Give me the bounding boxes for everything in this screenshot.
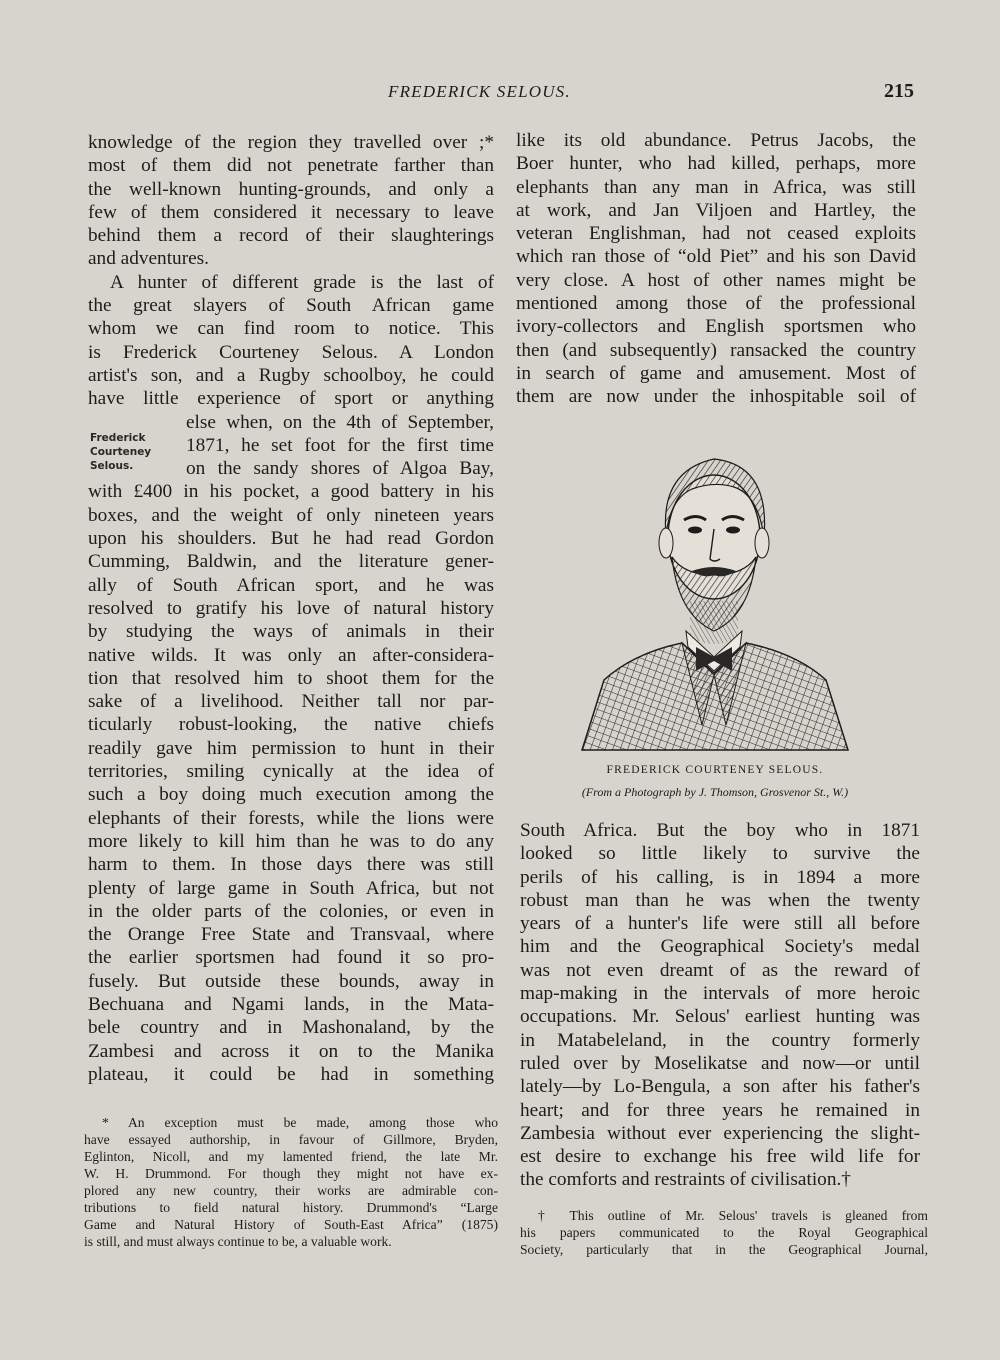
text-line: which ran those of “old Piet” and his son David [516,246,916,268]
text-line: such a boy doing much execution among the [88,784,494,806]
text-line: veteran Englishman, had not ceased exploits [516,223,916,245]
text-line: South Africa. But the boy who in 1871 [520,820,920,841]
text-line: A hunter of different grade is the last of [110,271,494,293]
footnote-line: Society, particularly that in the Geographical Journal, [520,1242,928,1257]
footnote-line: * An exception must be made, among those who [102,1115,498,1130]
text-line: est desire to exchange his free wild life for [520,1146,920,1168]
footnote-line: plored any new country, their works are admirable con- [84,1183,498,1198]
footnote-line: is still, and must always continue to be, a valuable work. [84,1234,392,1249]
footnote-line: his papers communicated to the Royal Geographical [520,1225,928,1240]
text-line: in search of game and amusement. Most of [516,362,916,384]
text-line: the earlier sportsmen had found it so pro- [88,947,494,969]
text-line: elephants than any man in Africa, was still [516,176,916,198]
right-footnote [520,1207,928,1258]
text-line: map-making in the intervals of more heroic [520,983,920,1005]
text-line: whom we can find room to notice. This [88,318,494,340]
text-line: heart; and for three years he remained in [520,1099,920,1121]
text-line: mentioned among those of the professional [516,293,916,315]
text-line: resolved to gratify his love of natural history [88,597,494,619]
text-line: bele country and in Mashonaland, by the [88,1017,494,1039]
footnote-line: Eglinton, Nicoll, and my lamented friend, the late Mr. [84,1149,498,1164]
text-line: the comforts and restraints of civilisation.† [520,1169,851,1191]
text-line: harm to them. In those days there was still [88,854,494,876]
text-line: Bechuana and Ngami lands, in the Mata- [88,993,494,1015]
portrait-engraving [574,425,854,755]
text-line: in the older parts of the colonies, or even in [88,900,494,922]
text-line: the well-known hunting-grounds, and only a [88,178,494,200]
running-head: FREDERICK SELOUS. [388,82,571,101]
text-line: is Frederick Courteney Selous. A London [88,341,494,363]
text-line: plenty of large game in South Africa, but not [88,877,494,899]
text-line: artist's son, and a Rugby schoolboy, he could [88,364,494,386]
text-line: few of them considered it necessary to leave [88,201,494,223]
text-line: looked so little likely to survive the [520,843,920,865]
text-line: elephants of their forests, while the lions were [88,807,494,829]
footnote-line: Game and Natural History of South-East Africa” (1875) [84,1217,498,1232]
text-line: plateau, it could be had in something [88,1063,494,1085]
sidenote-line: Courteney [90,446,152,458]
text-line: most of them did not penetrate farther than [88,155,494,177]
text-line: with £400 in his pocket, a good battery in his [88,481,494,503]
text-line: Boer hunter, who had killed, perhaps, more [516,153,916,175]
text-line: by studying the ways of animals in their [88,621,494,643]
text-line: and adventures. [88,248,209,270]
sidenote-line: Frederick [90,432,146,444]
text-line: lately—by Lo-Bengula, a son after his father's [520,1076,920,1098]
text-line: have little experience of sport or anything [88,388,494,410]
text-line: native wilds. It was only an after-considera- [88,644,494,666]
right-column-top [516,129,916,409]
text-line: behind them a record of their slaughterings [88,225,494,247]
text-line: sake of a livelihood. Neither tall nor par- [88,691,494,713]
right-column-bottom [520,819,920,1192]
text-line: the Orange Free State and Transvaal, where [88,924,494,946]
text-line: was not even dreamt of as the reward of [520,959,920,981]
illustration-credit: (From a Photograph by J. Thomson, Grosvenor St., W.) [581,785,849,799]
text-line: ally of South African sport, and he was [88,574,494,596]
text-line: knowledge of the region they travelled over ;* [88,132,494,153]
text-line: at work, and Jan Viljoen and Hartley, the [516,199,916,221]
text-line: in Matabeleland, in the country formerly [520,1029,920,1051]
text-line: territories, smiling cynically at the idea of [88,761,494,783]
text-line: occupations. Mr. Selous' earliest hunting was [520,1006,920,1028]
text-line: them are now under the inhospitable soil of [516,386,916,408]
text-line: years of a hunter's life were still all before [520,913,920,935]
text-line: Zambesia without ever experiencing the slight- [520,1122,920,1144]
text-line: Cumming, Baldwin, and the literature gener- [88,551,494,573]
text-line: him and the Geographical Society's medal [520,936,920,958]
text-line: like its old abundance. Petrus Jacobs, the [516,130,916,151]
text-line: else when, on the 4th of September, [186,411,494,433]
text-line: robust man than he was when the twenty [520,889,920,911]
left-column [88,131,494,1086]
footnote-line: have essayed authorship, in favour of Gillmore, Bryden, [84,1132,498,1147]
text-line: the great slayers of South African game [88,295,494,317]
text-line: fusely. But outside these bounds, away in [88,970,494,992]
text-line: on the sandy shores of Algoa Bay, [186,458,494,480]
text-line: ivory-collectors and English sportsmen who [516,316,916,338]
text-line: ruled over by Moselikatse and now—or until [520,1052,920,1074]
footnote-line: W. H. Drummond. For though they might not have ex- [84,1166,498,1181]
footnote-line: tributions to field natural history. Drummond's “Large [84,1200,498,1215]
sidenote-line: Selous. [90,460,134,472]
text-line: 1871, he set foot for the first time [186,434,494,456]
margin-sidenote [90,431,151,473]
text-line: Zambesi and across it on to the Manika [88,1040,494,1062]
page-number: 215 [884,80,914,102]
text-line: then (and subsequently) ransacked the country [516,339,916,361]
text-line: tion that resolved him to shoot them for the [88,667,494,689]
text-line: readily gave him permission to hunt in their [88,737,494,759]
text-line: upon his shoulders. But he had read Gordon [88,528,494,550]
text-line: ticularly robust-looking, the native chiefs [88,714,494,736]
text-line: perils of his calling, is in 1894 a more [520,866,920,888]
text-line: more likely to kill him than he was to do any [88,830,494,852]
footnote-line: † This outline of Mr. Selous' travels is gleaned from [538,1208,928,1223]
left-footnote [84,1114,498,1250]
illustration-caption: FREDERICK COURTENEY SELOUS. [606,764,824,776]
text-line: boxes, and the weight of only nineteen years [88,504,494,526]
text-line: very close. A host of other names might be [516,269,916,291]
